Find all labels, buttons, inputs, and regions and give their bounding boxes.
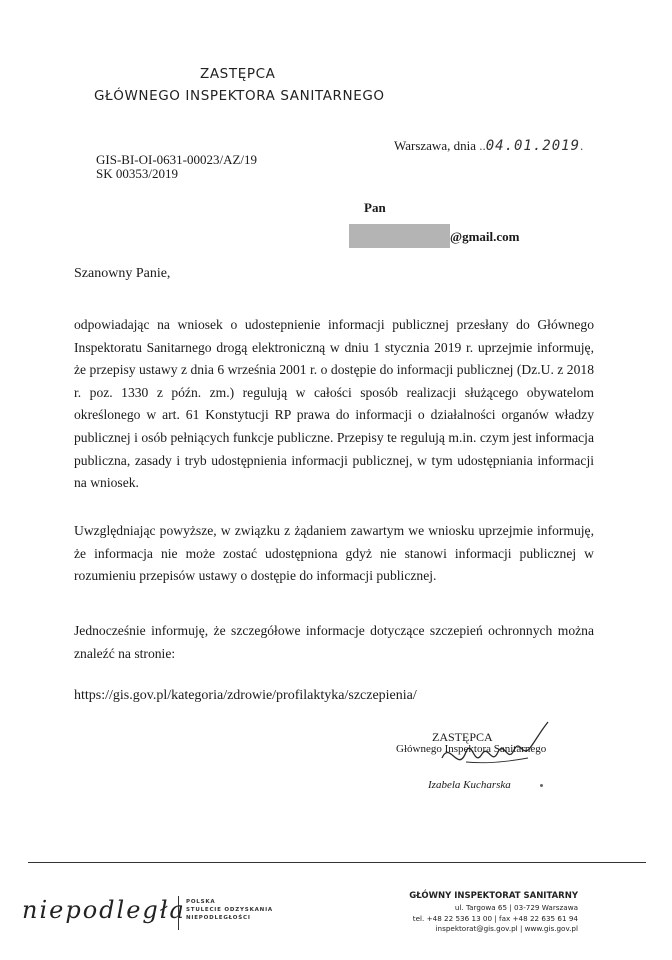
institution-address: ul. Targowa 65 | 03-729 Warszawa: [454, 903, 578, 912]
footer-divider: [28, 862, 646, 863]
signature-title: ZASTĘPCA: [432, 730, 493, 744]
signatory-name: Izabela Kucharska: [428, 779, 511, 791]
niepodlegla-logo: niepodległa: [22, 896, 186, 924]
logo-caption-line: STULECIE ODZYSKANIA: [186, 907, 273, 913]
recipient-title: Pan: [364, 200, 386, 215]
place-label: Warszawa, dnia: [394, 138, 476, 153]
stray-mark: [540, 784, 543, 787]
logo-caption-line: NIEPODLEGŁOŚCI: [186, 915, 251, 921]
body-paragraph-1: odpowiadając na wniosek o udostepnienie informacji publicznej przesłany do Głównego Inspektoratu Sanitarnego drogą elektroniczną w dniu 1 stycznia 2019 r. uprzejmie informuję, że przepisy ustawy z dnia 6 września 2001 r. o dostępie do informacji publicznej (Dz.U. z 2018 r. poz. 1330 z późn. zm.) regulują w całości sposób realizacji służącego obywatelom określonego w art. 61 Konstytucji RP prawa do informacji o działalności organów władzy publicznej i osób pełniących funkcje publiczne. Przepisy te regulują m.in. czym jest informacja publiczna, zasady i tryb udostępnienia informacji publicznej, w tym udostępniania informacji na wniosek.: [74, 317, 594, 491]
institution-contact: inspektorat@gis.gov.pl | www.gis.gov.pl: [435, 924, 578, 933]
signature-subtitle: Głównego Inspektora Sanitarnego: [396, 743, 547, 755]
redacted-block: [349, 224, 450, 248]
date-dots: ..: [479, 138, 486, 153]
sk-number: SK 00353/2019: [96, 166, 178, 181]
logo-separator: [178, 896, 179, 930]
header-line-1: ZASTĘPCA: [200, 66, 276, 82]
institution-block: [409, 890, 578, 935]
body-paragraph-3: Jednocześnie informuję, że szczegółowe informacje dotyczące szczepień ochronnych można znaleźć na stronie:: [74, 623, 594, 661]
logo-caption-line: POLSKA: [186, 899, 216, 905]
handwritten-date: 04.01.2019: [485, 138, 581, 154]
place-date: [394, 138, 583, 154]
logo-caption: [186, 898, 273, 922]
body-paragraph-2: Uwzględniając powyższe, w związku z żądaniem zawartym we wniosku uprzejmie informuję, że informacja nie może zostać udostępniona gdyż nie stanowi informacji publicznej w rozumieniu przepisów ustawy o dostępie do informacji publicznej.: [74, 523, 594, 584]
date-trailing-dots: .: [580, 138, 584, 153]
institution-name: GŁÓWNY INSPEKTORAT SANITARNY: [409, 891, 578, 901]
header-line-2: GŁÓWNEGO INSPEKTORA SANITARNEGO: [94, 88, 385, 104]
institution-phone: tel. +48 22 536 13 00 | fax +48 22 635 61 94: [412, 913, 578, 923]
website-link: https://gis.gov.pl/kategoria/zdrowie/profilaktyka/szczepienia/: [74, 688, 417, 703]
case-number: GIS-BI-OI-0631-00023/AZ/19: [96, 152, 258, 167]
recipient-email-suffix: @gmail.com: [450, 229, 520, 244]
salutation: Szanowny Panie,: [74, 266, 171, 281]
